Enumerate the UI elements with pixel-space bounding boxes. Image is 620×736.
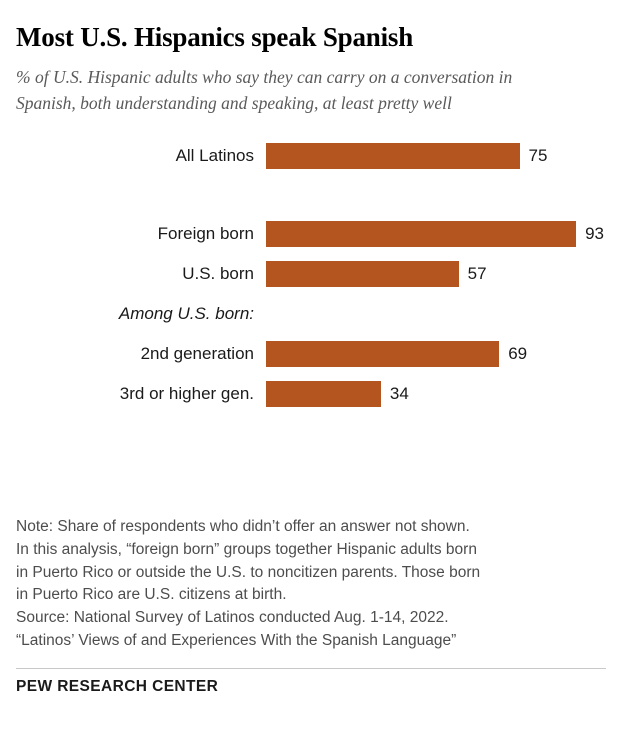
bar-chart [16, 143, 604, 433]
bar-area [266, 261, 604, 287]
chart-notes [16, 516, 606, 653]
group-label: Among U.S. born: [118, 303, 254, 323]
bar-area [266, 143, 604, 169]
bar-area [266, 381, 604, 407]
bar-area [266, 341, 604, 367]
bar-value: 57 [467, 263, 487, 283]
bar-us-born [266, 261, 459, 287]
chart-row-all-latinos [16, 143, 604, 169]
note-line: In this analysis, “foreign born” groups together Hispanic adults born [16, 540, 477, 558]
chart-row-2nd-generation [16, 341, 604, 367]
bar-label: U.S. born [182, 263, 254, 283]
bar-area [266, 221, 604, 247]
bar-2nd-generation [266, 341, 499, 367]
bar-foreign-born [266, 221, 576, 247]
bar-label: All Latinos [175, 145, 254, 165]
bar-area-empty [266, 301, 604, 327]
organization-footer: PEW RESEARCH CENTER [16, 678, 219, 695]
bar-label: 3rd or higher gen. [119, 383, 254, 403]
note-line: in Puerto Rico are U.S. citizens at birth. [16, 586, 287, 604]
bar-value: 93 [585, 223, 604, 243]
bar-label: Foreign born [157, 223, 254, 243]
chart-subtitle: % of U.S. Hispanic adults who say they can carry on a conversation in Spanish, both understanding and speaking, at least pretty well [16, 67, 513, 113]
chart-row-3rd-or-higher-gen [16, 381, 604, 407]
bar-value: 75 [528, 145, 548, 165]
note-line: Note: Share of respondents who didn’t offer an answer not shown. [16, 518, 470, 535]
chart-row-us-born [16, 261, 604, 287]
bar-value: 69 [508, 343, 528, 363]
bar-value: 34 [389, 383, 409, 403]
bar-all-latinos [266, 143, 520, 169]
note-line: in Puerto Rico or outside the U.S. to noncitizen parents. Those born [16, 563, 481, 581]
footer-divider [16, 668, 606, 669]
chart-group-label-row [16, 301, 604, 327]
report-title-line: “Latinos’ Views of and Experiences With the Spanish Language” [16, 631, 457, 649]
bar-3rd-or-higher-gen [266, 381, 381, 407]
chart-row-foreign-born [16, 221, 604, 247]
source-line: Source: National Survey of Latinos conducted Aug. 1-14, 2022. [16, 609, 449, 627]
page-title: Most U.S. Hispanics speak Spanish [16, 22, 414, 52]
bar-label: 2nd generation [140, 343, 254, 363]
